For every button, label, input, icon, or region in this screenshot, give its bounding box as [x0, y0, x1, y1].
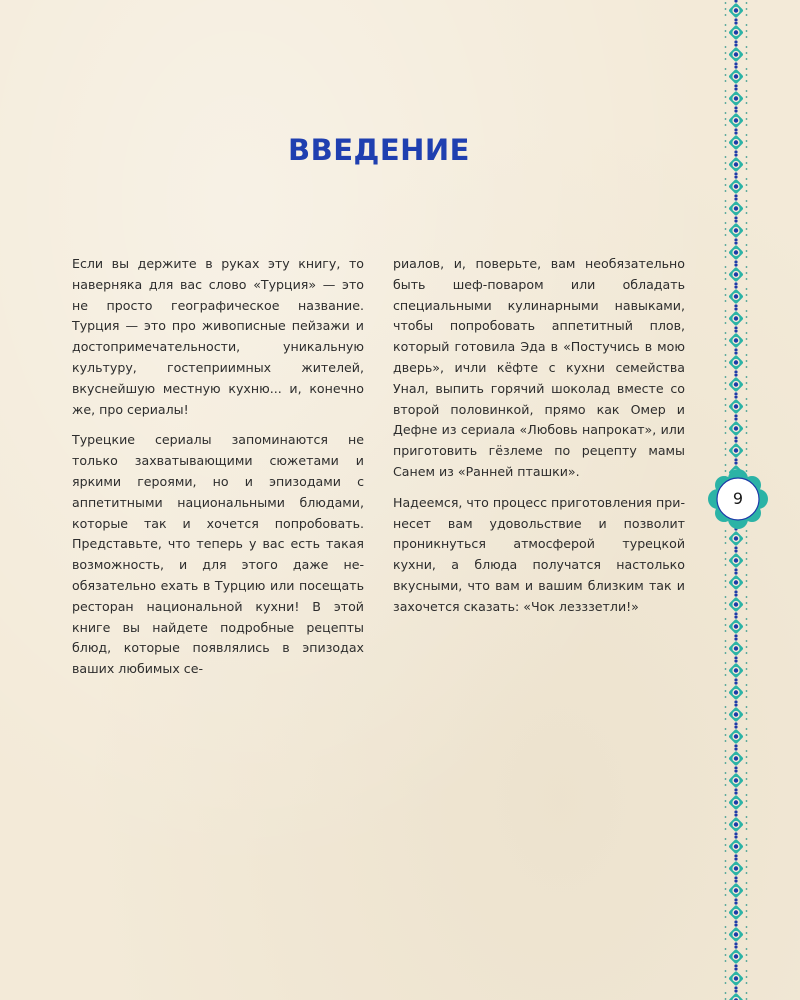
text-column-left — [72, 254, 364, 690]
page-title: ВВЕДЕНИЕ — [287, 133, 470, 167]
page-number: 9 — [732, 489, 744, 508]
paragraph: Турецкие сериалы запоминаются не только захватывающими сюжетами и яркими героями, но и эпизодами с аппетитными национальными блюдами, которые так и хочется попробовать. Представьте, что теперь у вас есть такая возможность, и для этого даже необязательно ехать в Турцию или посещать ресторан национальной кухни! В этой книге вы найдете подробные рецепты блюд, которые появлялись в эпизодах ваших любимых се- — [72, 432, 364, 677]
paragraph: риалов, и, поверьте, вам необязательно быть шеф-поваром или обладать специальными кулинарными навыками, чтобы попробовать аппетитный плов, который готовила Эда в «Постучись в мою дверь», ичли кёфте с кухни семейства Унал, выпить горячий шоколад вместе со второй половинкой, прямо как Омер и Дефне из сериала «Любовь напрокат», или приготовить гёзлеме по рецепту мамы Санем из «Ранней пташки». — [393, 256, 685, 479]
paragraph: Надеемся, что процесс приготовления принесет вам удовольствие и позволит проникнуться атмосферой турецкой кухни, а блюда получатся настолько вкусными, что вам и вашим близким так и захочется сказать: «Чок лезззетли!» — [393, 494, 685, 614]
paragraph: Если вы держите в руках эту книгу, то наверняка для вас слово «Турция» — это не просто географическое название. Турция — это про живописные пейзажи и достопримечательности, уникальную культуру, гостеприимных жителей, вкуснейшую местную кухню... и, конечно же, про сериалы! — [72, 256, 364, 417]
text-column-right — [393, 254, 685, 628]
